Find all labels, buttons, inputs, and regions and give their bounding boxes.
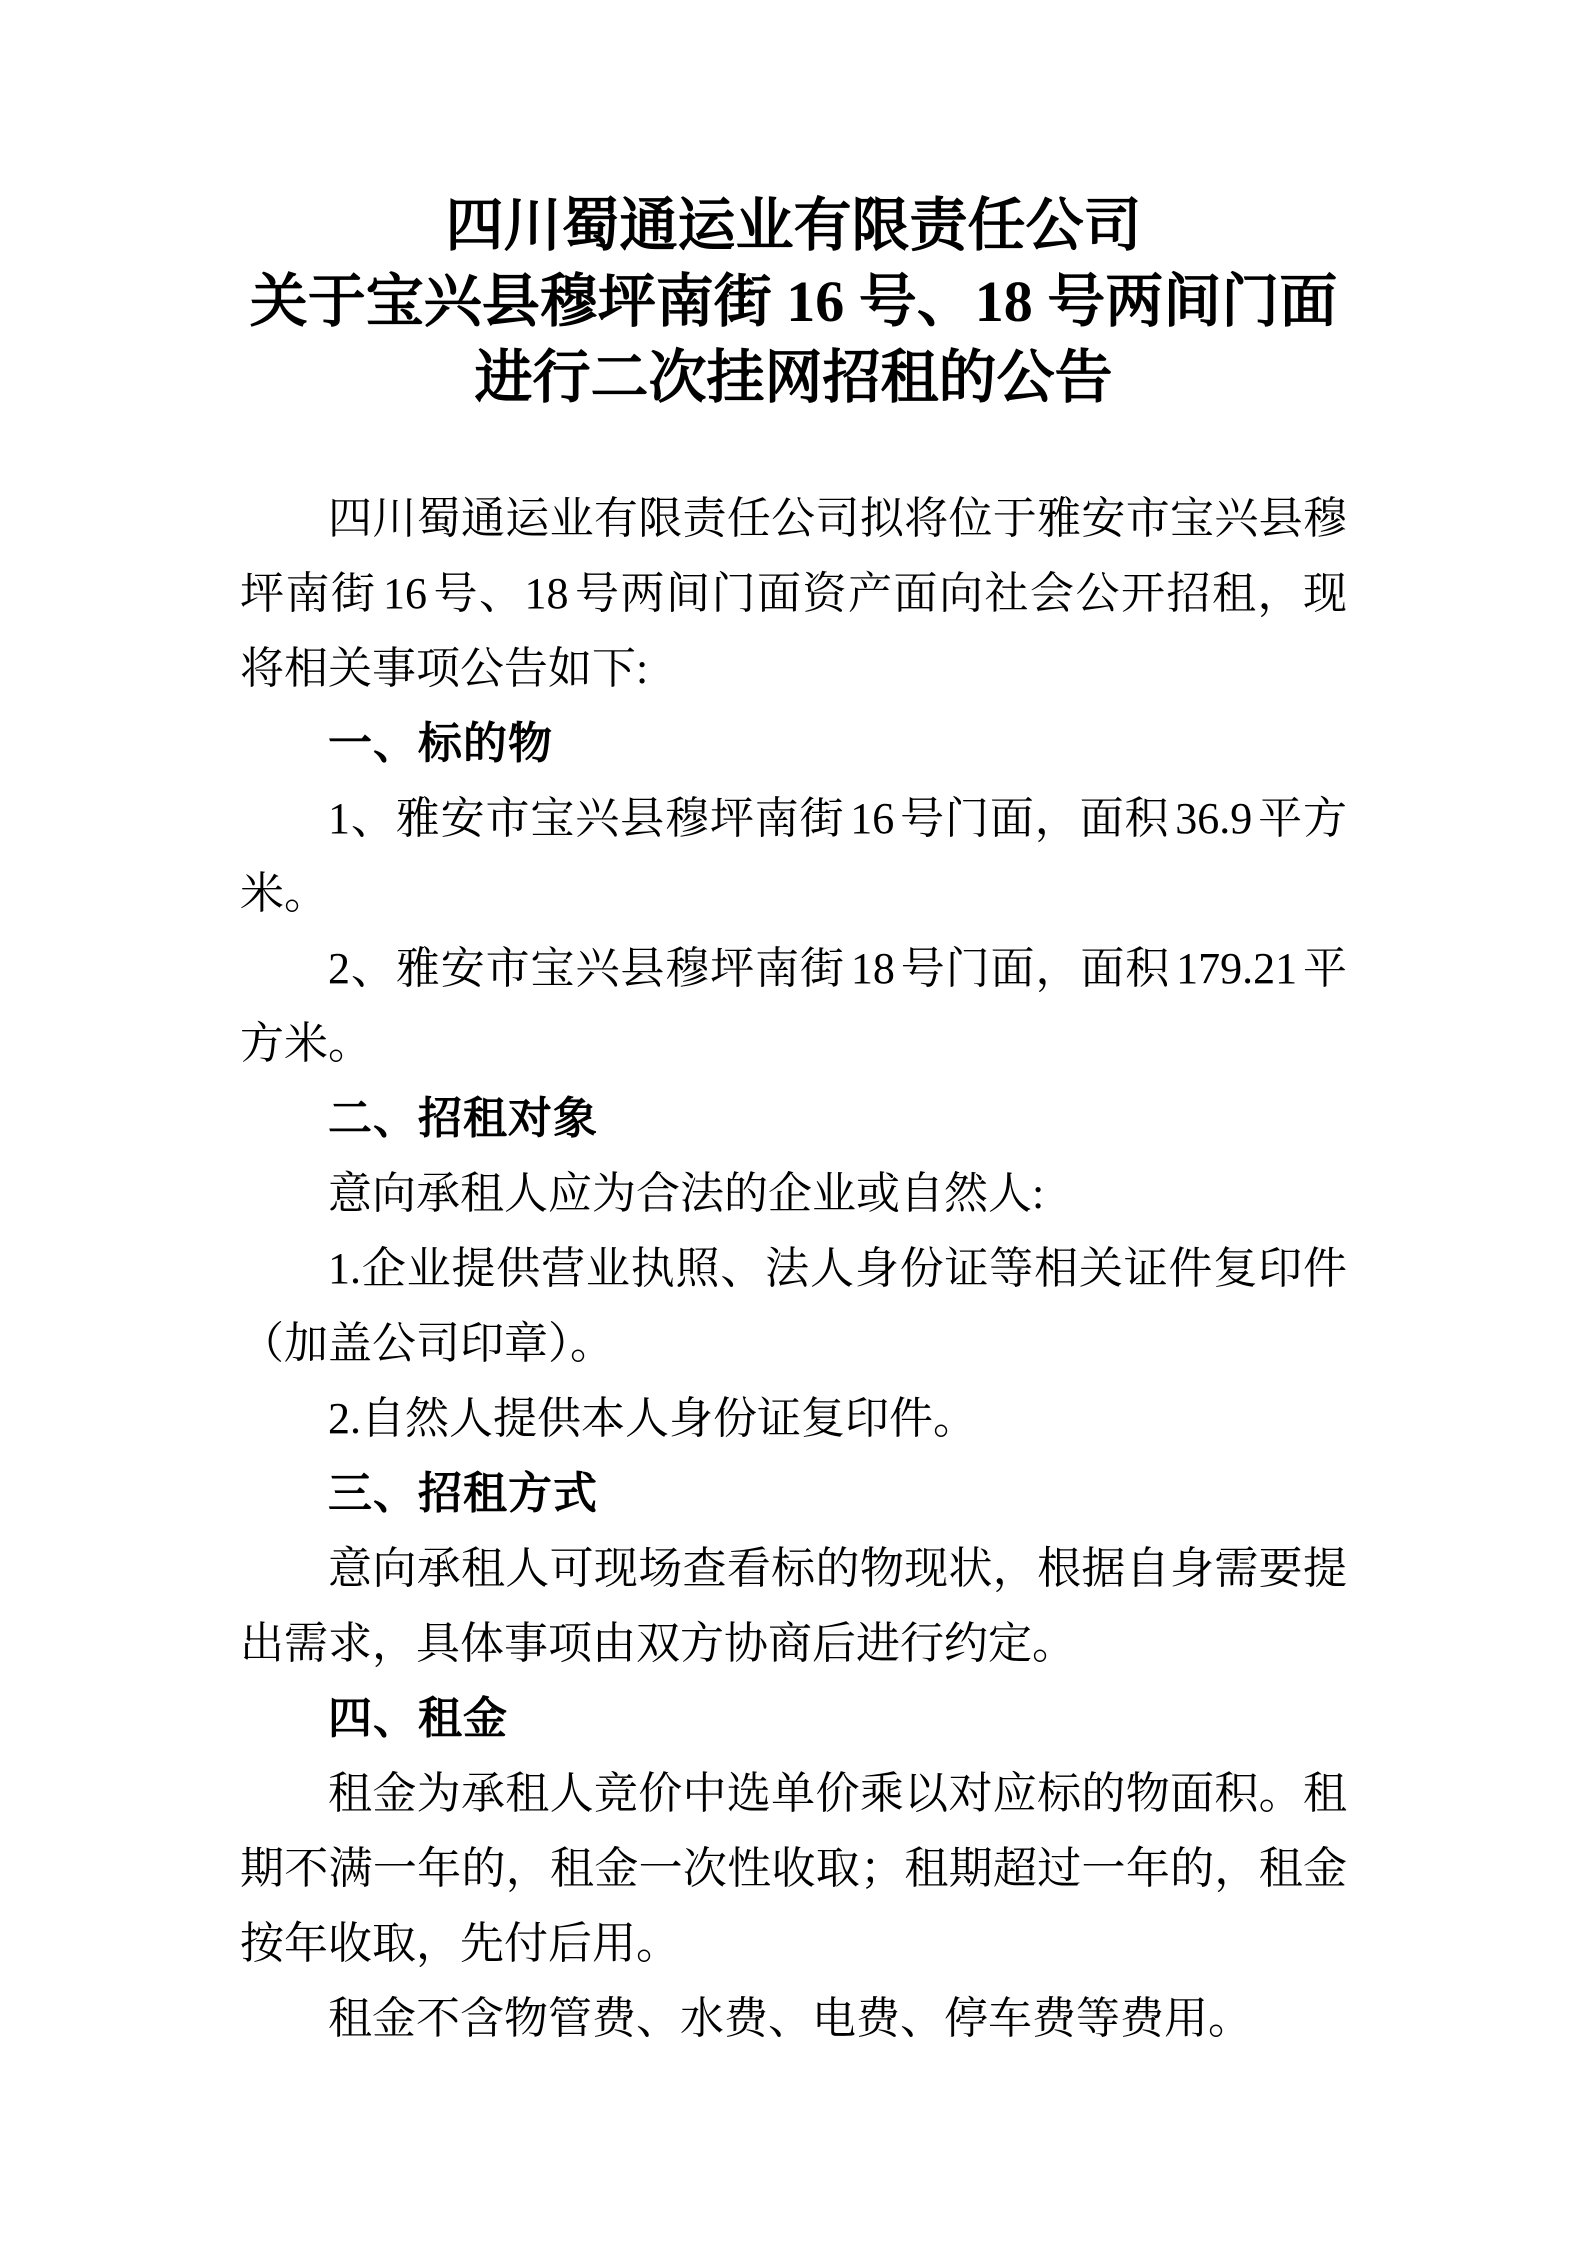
paragraph: 意向承租人应为合法的企业或自然人: xyxy=(328,1169,1045,1218)
document-title-line: 关于宝兴县穆坪南街 16 号、18 号两间门面 xyxy=(249,269,1338,334)
paragraph: 2.自然人提供本人身份证复印件。 xyxy=(328,1394,977,1443)
section-heading: 一、标的物 xyxy=(328,719,553,768)
paragraph: 2、雅安市宝兴县穆坪南街 18 号门面，面积 179.21 平方米。 xyxy=(240,944,1347,1068)
document-title-line: 四川蜀通运业有限责任公司 xyxy=(445,193,1142,258)
section-heading: 二、招租对象 xyxy=(328,1094,598,1143)
document-body xyxy=(240,481,1347,2056)
paragraph: 1.企业提供营业执照、法人身份证等相关证件复印件（加盖公司印章）。 xyxy=(240,1244,1347,1368)
document-title-line: 进行二次挂网招租的公告 xyxy=(474,345,1113,410)
paragraph: 租金为承租人竞价中选单价乘以对应标的物面积。租期不满一年的，租金一次性收取；租期超过一年的，租金按年收取，先付后用。 xyxy=(240,1769,1347,1968)
paragraph: 租金不含物管费、水费、电费、停车费等费用。 xyxy=(328,1994,1252,2043)
section-heading: 四、租金 xyxy=(328,1694,508,1743)
section-heading: 三、招租方式 xyxy=(328,1469,598,1518)
document-title xyxy=(240,188,1347,416)
paragraph: 意向承租人可现场查看标的物现状，根据自身需要提出需求，具体事项由双方协商后进行约定。 xyxy=(240,1544,1347,1668)
paragraph: 1、雅安市宝兴县穆坪南街 16 号门面，面积 36.9 平方米。 xyxy=(240,794,1347,918)
paragraph: 四川蜀通运业有限责任公司拟将位于雅安市宝兴县穆坪南街 16 号、18 号两间门面资产面向社会公开招租，现将相关事项公告如下: xyxy=(240,494,1347,693)
